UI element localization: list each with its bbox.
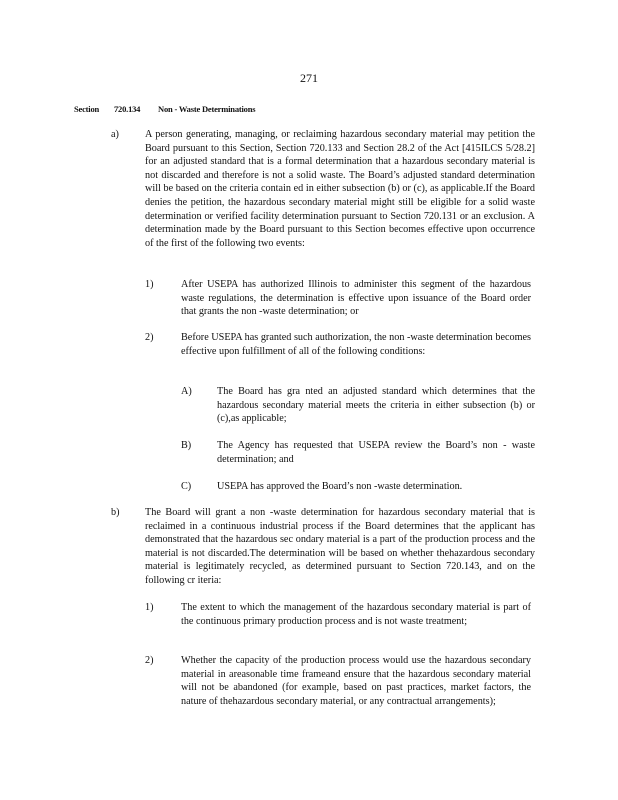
item-b1-text: The extent to which the management of the hazardous secondary material is part of the continuous primary production process and is not waste treatment; <box>181 602 531 627</box>
item-b2-marker: 2) <box>145 655 154 666</box>
subsection-a-marker: a) <box>111 129 119 140</box>
item-a2-marker: 2) <box>145 332 154 343</box>
item-a2B-text: The Agency has requested that USEPA review the Board’s non - waste determination; and <box>217 440 535 465</box>
item-a2-text: Before USEPA has granted such authorization, the non -waste determination becomes effective upon fulfillment of all of the following conditions: <box>181 332 531 357</box>
item-a2C-marker: C) <box>181 481 192 492</box>
page-number: 271 <box>300 71 318 85</box>
section-number: 720.134 <box>114 104 141 114</box>
subsection-a-text: A person generating, managing, or reclaiming hazardous secondary material may petition the Board pursuant to this Section, Section 720.133 and Section 28.2 of the Act [415ILCS 5/28.2] for an adjusted standard that is a formal determination that a hazardous secondary material is not discarded and therefore is not a solid waste. The Board’s adjusted standard determination will be based on the criteria contain ed in either subsection (b) or (c), as applicable.If the Board denies the petition, the hazardous secondary material might still be eligible for a solid waste determination or verified facility determination pursuant to Section 720.131 or an exclusion. A determination made by the Board pursuant to this Section becomes effective upon occurrence of the first of the following two events: <box>145 129 535 249</box>
item-a1-marker: 1) <box>145 279 154 290</box>
item-a2C-text: USEPA has approved the Board’s non -waste determination. <box>217 481 463 492</box>
item-a1-text: After USEPA has authorized Illinois to administer this segment of the hazardous waste regulations, the determination is effective upon issuance of the Board order that grants the non -waste determination; or <box>181 279 531 318</box>
item-a2A-text: The Board has gra nted an adjusted standard which determines that the hazardous secondary material meets the criteria in either subsection (b) or (c),as applicable; <box>217 386 535 425</box>
section-title: Non - Waste Determinations <box>158 104 256 114</box>
item-b1-marker: 1) <box>145 602 154 613</box>
item-a2B-marker: B) <box>181 440 192 451</box>
section-heading <box>74 103 255 117</box>
item-b2-text: Whether the capacity of the production process would use the hazardous secondary material in areasonable time frameand ensure that the hazardous secondary material will not be abandoned (for example, based on past practices, market factors, the nature of thehazardous secondary material, or any contractual arrangements); <box>181 655 531 707</box>
subsection-b-text: The Board will grant a non -waste determination for hazardous secondary material that is reclaimed in a continuous industrial process if the Board determines that the applicant has demonstrated that the hazardous sec ondary material is a part of the production process and the material is not discarded.The determination will be based on whether thehazardous secondary material is legitimately recycled, as determined pursuant to Section 720.143, and on the following cr iteria: <box>145 507 535 586</box>
subsection-b-marker: b) <box>111 507 120 518</box>
item-a2A-marker: A) <box>181 386 192 397</box>
section-label: Section <box>74 104 100 114</box>
